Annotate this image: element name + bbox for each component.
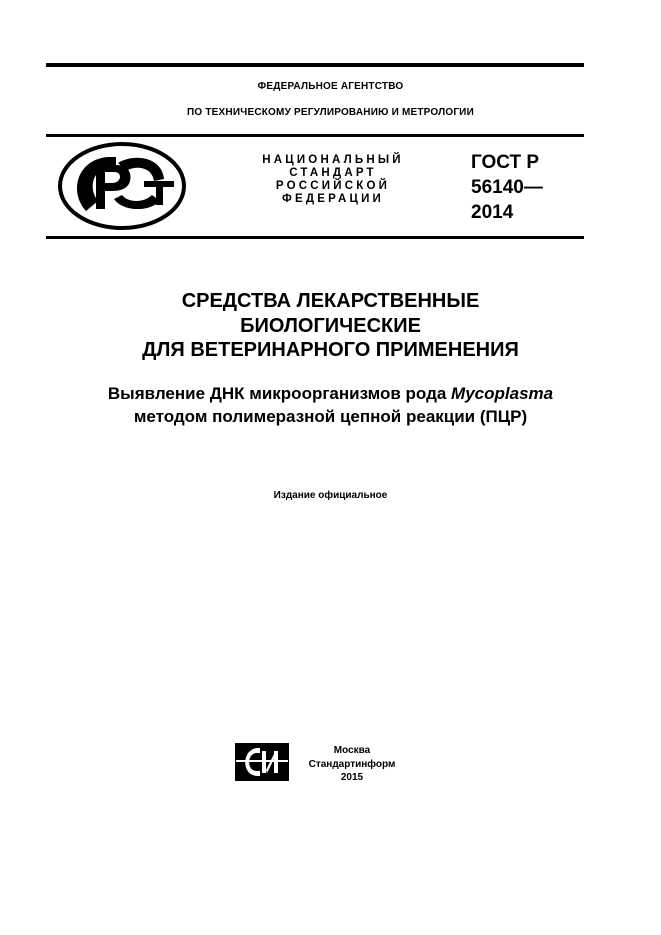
title-line: СРЕДСТВА ЛЕКАРСТВЕННЫЕ [181, 290, 480, 312]
standartinform-logo-icon [234, 742, 290, 782]
standard-type-line: СТАНДАРТ [289, 167, 377, 179]
header-rule [46, 134, 584, 137]
designation-line-3: 2014 [471, 202, 514, 223]
agency-line-2: ПО ТЕХНИЧЕСКОМУ РЕГУЛИРОВАНИЮ И МЕТРОЛОГИИ [187, 107, 474, 118]
standard-type-line: НАЦИОНАЛЬНЫЙ [262, 154, 404, 166]
publisher-info [296, 744, 408, 785]
subtitle-prefix: Выявление ДНК микроорганизмов рода [107, 384, 452, 403]
standard-type-line: РОССИЙСКОЙ [275, 180, 391, 192]
subtitle-genus: Mycoplasma [451, 384, 554, 403]
title-line: ДЛЯ ВЕТЕРИНАРНОГО ПРИМЕНЕНИЯ [142, 339, 519, 361]
publisher-name: Стандартинформ [308, 758, 396, 770]
rst-certification-logo-icon [56, 141, 188, 231]
document-title [0, 289, 661, 363]
designation-line-1: ГОСТ Р [471, 152, 540, 173]
standard-type [248, 154, 418, 206]
top-rule [46, 63, 584, 67]
designation-line-2: 56140— [471, 177, 543, 198]
agency-line-1: ФЕДЕРАЛЬНОЕ АГЕНТСТВО [257, 81, 404, 92]
title-line: БИОЛОГИЧЕСКИЕ [240, 314, 421, 337]
standard-type-line: ФЕДЕРАЦИИ [281, 193, 385, 205]
edition-label: Издание официальное [273, 490, 388, 501]
subtitle-line-2: методом полимеразной цепной реакции (ПЦР) [133, 407, 528, 426]
document-subtitle [0, 382, 661, 428]
header-bottom-rule [46, 236, 584, 239]
publisher-city: Москва [333, 745, 371, 756]
standard-designation [471, 150, 543, 225]
publication-year: 2015 [340, 772, 364, 783]
subtitle-line-1 [0, 382, 661, 405]
